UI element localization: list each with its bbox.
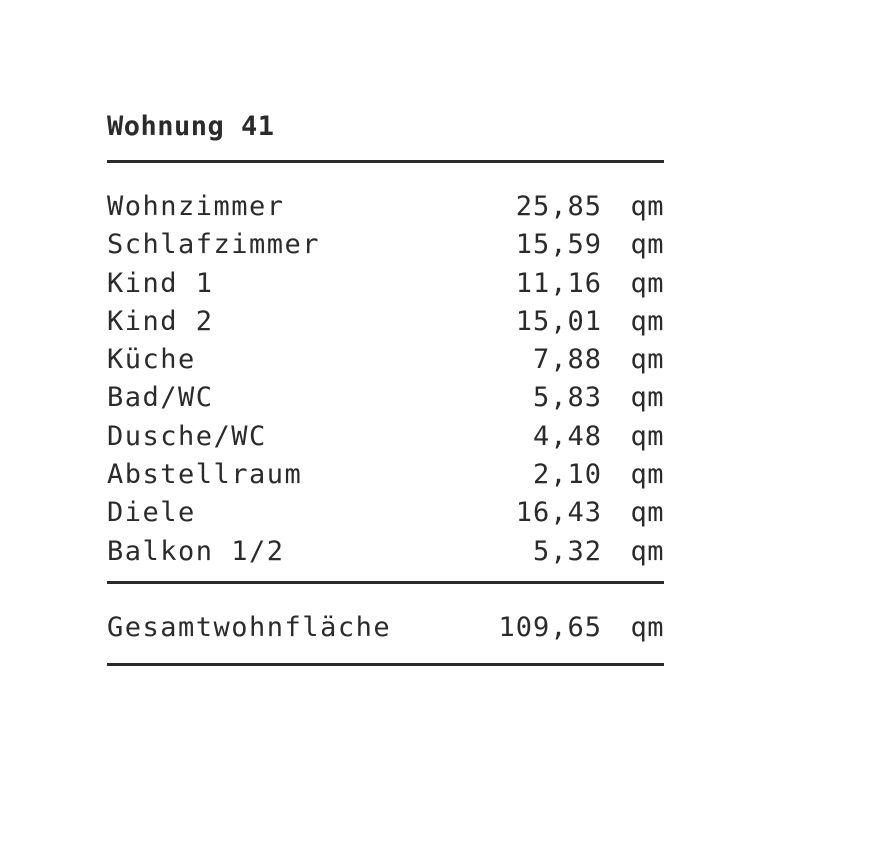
area-unit: qm [630, 535, 664, 567]
room-name: Küche [107, 344, 196, 376]
area-unit: qm [630, 344, 664, 376]
area-unit: qm [630, 229, 664, 261]
table-row [107, 379, 664, 417]
room-name: Kind 2 [107, 305, 214, 337]
total-area: 109,65 [498, 611, 602, 643]
sum-divider [107, 581, 664, 584]
table-row [107, 494, 664, 532]
area-unit: qm [630, 267, 664, 299]
total-row [107, 609, 664, 647]
document-title: Wohnung 41 [107, 111, 275, 142]
room-area: 25,85 [515, 191, 602, 222]
area-unit: qm [630, 420, 664, 452]
table-row [107, 188, 664, 226]
room-area: 11,16 [515, 267, 602, 299]
room-area: 16,43 [515, 497, 602, 529]
table-row [107, 226, 664, 264]
table-row [107, 303, 664, 341]
bottom-divider [107, 663, 664, 666]
room-list [107, 188, 664, 571]
room-area: 4,48 [532, 420, 602, 452]
room-area: 5,32 [532, 535, 602, 567]
area-table [107, 108, 664, 666]
table-row [107, 456, 664, 494]
area-unit: qm [630, 611, 664, 643]
area-unit: qm [630, 382, 664, 414]
room-name: Balkon 1/2 [107, 535, 285, 567]
room-name: Dusche/WC [107, 420, 267, 452]
room-area: 15,59 [515, 229, 602, 261]
room-name: Bad/WC [107, 382, 214, 414]
room-name: Kind 1 [107, 267, 214, 299]
table-row [107, 533, 664, 571]
total-label: Gesamtwohnfläche [107, 611, 392, 643]
room-area: 15,01 [515, 305, 602, 337]
room-area: 7,88 [532, 344, 602, 376]
area-unit: qm [630, 459, 664, 491]
area-unit: qm [630, 305, 664, 337]
room-area: 5,83 [532, 382, 602, 414]
area-unit: qm [630, 191, 664, 222]
area-unit: qm [630, 497, 664, 529]
room-name: Schlafzimmer [107, 229, 321, 261]
room-name: Diele [107, 497, 196, 529]
title-divider [107, 160, 664, 163]
room-name: Wohnzimmer [107, 191, 285, 222]
room-area: 2,10 [532, 459, 602, 491]
table-row [107, 265, 664, 303]
room-name: Abstellraum [107, 459, 303, 491]
table-row [107, 341, 664, 379]
table-row [107, 418, 664, 456]
